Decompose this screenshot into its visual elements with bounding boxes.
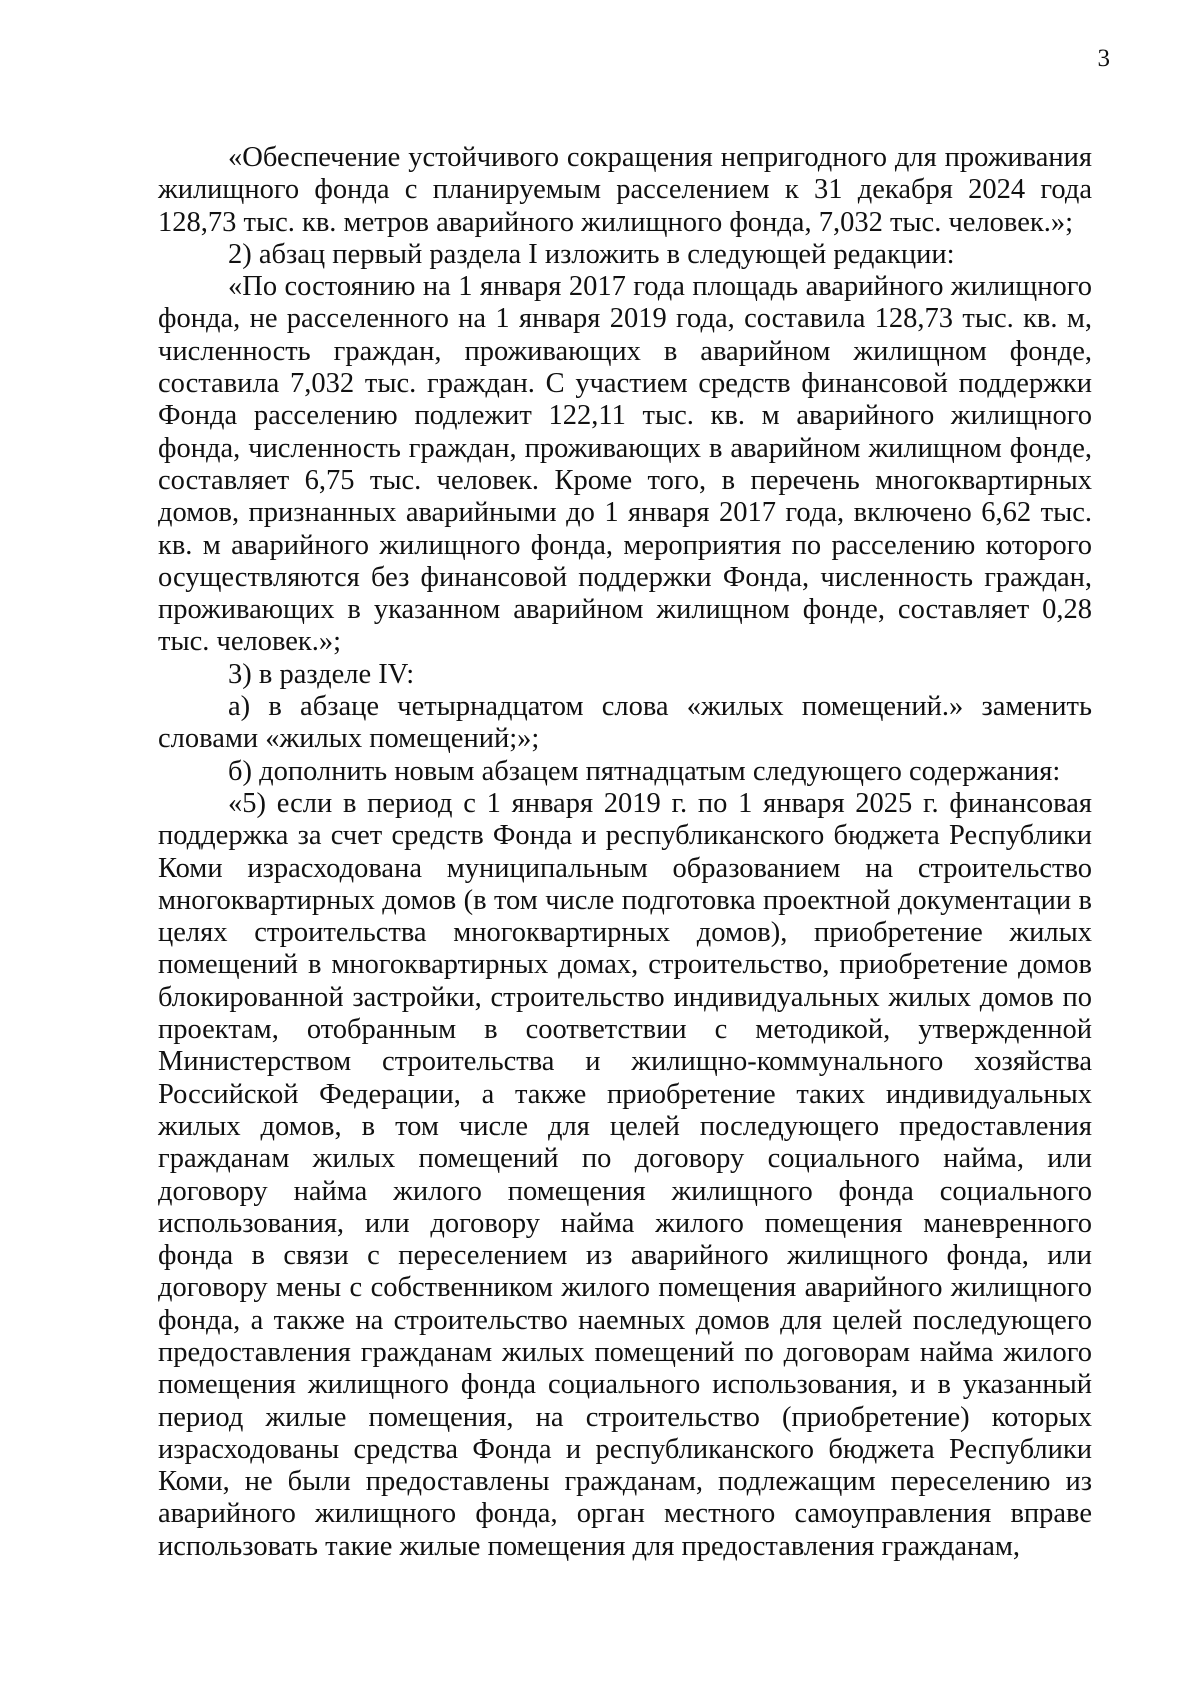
document-body — [158, 142, 1092, 1563]
paragraph: 2) абзац первый раздела I изложить в следующей редакции: — [228, 238, 955, 270]
paragraph: «5) если в период с 1 января 2019 г. по 1 января 2025 г. финансовая поддержка за счет средств Фонда и республиканского бюджета Республики Коми израсходована муниципальным образованием на строительство многоквартирных домов (в том числе подготовка проектной документации в целях строительства многоквартирных домов), приобретение жилых помещений в многоквартирных домах, строительство, приобретение домов блокированной застройки, строительство индивидуальных жилых домов по проектам, отобранным в соответствии с методикой, утвержденной Министерством строительства и жилищно-коммунального хозяйства Российской Федерации, а также приобретение таких индивидуальных жилых домов, в том числе для целей последующего предоставления гражданам жилых помещений по договору социального найма, или договору найма жилого помещения жилищного фонда социального использования, или договору найма жилого помещения маневренного фонда в связи с переселением из аварийного жилищного фонда, или договору мены с собственником жилого помещения аварийного жилищного фонда, а также на строительство наемных домов для целей последующего предоставления гражданам жилых помещений по договорам найма жилого помещения жилищного фонда социального использования, и в указанный период жилые помещения, на строительство (приобретение) которых израсходованы средства Фонда и республиканского бюджета Республики Коми, не были предоставлены гражданам, подлежащим переселению из аварийного жилищного фонда, орган местного самоуправления вправе использовать такие жилые помещения для предоставления гражданам, — [158, 787, 1092, 1562]
paragraph: а) в абзаце четырнадцатом слова «жилых помещений.» заменить словами «жилых помещений;»; — [158, 691, 1092, 755]
page-number: 3 — [1097, 45, 1110, 72]
paragraph: 3) в разделе IV: — [228, 658, 415, 690]
paragraph: «Обеспечение устойчивого сокращения непригодного для проживания жилищного фонда с планируемым расселением к 31 декабря 2024 года 128,73 тыс. кв. метров аварийного жилищного фонда, 7,032 тыс. человек.»; — [158, 142, 1092, 238]
paragraph: б) дополнить новым абзацем пятнадцатым следующего содержания: — [228, 755, 1061, 787]
paragraph: «По состоянию на 1 января 2017 года площадь аварийного жилищного фонда, не расселенного на 1 января 2019 года, составила 128,73 тыс. кв. м, численность граждан, проживающих в аварийном жилищном фонде, составила 7,032 тыс. граждан. С участием средств финансовой поддержки Фонда расселению подлежит 122,11 тыс. кв. м аварийного жилищного фонда, численность граждан, проживающих в аварийном жилищном фонде, составляет 6,75 тыс. человек. Кроме того, в перечень многоквартирных домов, признанных аварийными до 1 января 2017 года, включено 6,62 тыс. кв. м аварийного жилищного фонда, мероприятия по расселению которого осуществляются без финансовой поддержки Фонда, численность граждан, проживающих в указанном аварийном жилищном фонде, составляет 0,28 тыс. человек.»; — [158, 271, 1092, 658]
